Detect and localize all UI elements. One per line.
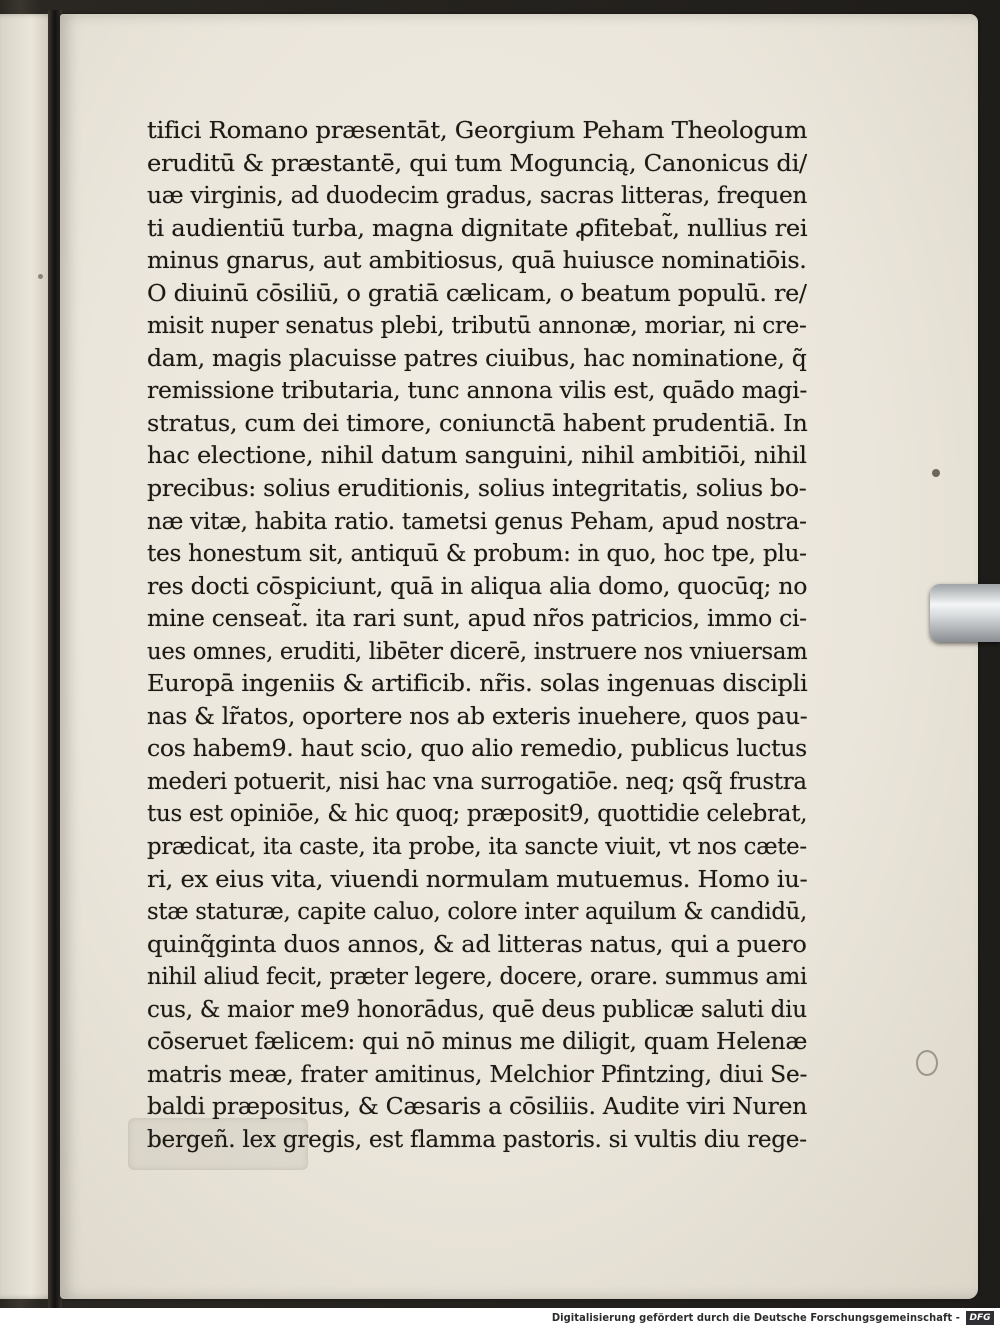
text-line: dam, magis placuisse patres ciuibus, hac nominatione, q̃ — [147, 345, 807, 372]
text-line: quinq̃ginta duos annos, & ad litteras natus, qui a puero — [147, 931, 807, 958]
text-line: ues omnes, eruditi, libēter dicerē, instruere nos vniuersam — [147, 638, 808, 665]
footer-bar — [0, 1308, 1000, 1329]
funding-credit: Digitalisierung gefördert durch die Deutsche Forschungsgemeinschaft - — [551, 1311, 960, 1324]
text-line: nas & lr̃atos, oportere nos ab exteris inuehere, quos pau- — [147, 703, 808, 730]
page-speck — [38, 274, 43, 279]
text-line: nihil aliud fecit, præter legere, docere, orare. summus ami — [147, 964, 807, 991]
text-line: cus, & maior me9 honorādus, quē deus publicæ saluti diu — [147, 996, 807, 1023]
text-line: stratus, cum dei timore, coniunctā habent prudentiā. In — [147, 410, 808, 437]
text-line: uæ virginis, ad duodecim gradus, sacras litteras, frequen — [147, 183, 808, 210]
text-line: remissione tributaria, tunc annona vilis est, quādo magi- — [147, 378, 808, 405]
text-line: tus est opiniōe, & hic quoq; præposit9, quottidie celebrat, — [147, 801, 808, 828]
text-line: eruditū & præstantē, qui tum Moguncią, Canonicus di/ — [147, 150, 807, 177]
text-line: misit nuper senatus plebi, tributū annonæ, moriar, ni cre- — [147, 313, 807, 340]
text-line: minus gnarus, aut ambitiosus, quā huiusce nominatiōis. — [147, 248, 807, 275]
dfg-logo: DFG — [966, 1311, 994, 1325]
text-line: tes honestum sit, antiquū & probum: in quo, hoc tpe, plu- — [147, 541, 807, 568]
page-clip-holder — [930, 584, 1000, 642]
text-line: precibus: solius eruditionis, solius integritatis, solius bo- — [147, 476, 807, 503]
text-line: Europā ingeniis & artificib. nr̃is. solas ingenuas discipli — [147, 671, 808, 698]
text-line: mine censeat̃. ita rari sunt, apud nr̃os patricios, immo ci- — [147, 606, 807, 633]
text-line: baldi præpositus, & Cæsaris a cōsiliis. Audite viri Nuren — [147, 1094, 808, 1121]
text-line: O diuinū cōsiliū, o gratiā cælicam, o beatum populū. re/ — [147, 280, 807, 307]
text-line: næ vitæ, habita ratio. tametsi genus Peham, apud nostra- — [147, 508, 807, 535]
text-line: prædicat, ita caste, ita probe, ita sancte viuit, vt nos cæte- — [147, 834, 807, 861]
text-line: stæ staturæ, capite caluo, colore inter aquilum & candidū, — [147, 899, 807, 926]
text-line: ri, ex eius vita, viuendi normulam mutuemus. Homo iu- — [147, 866, 808, 893]
text-line: ti audientiū turba, magna dignitate ꝓfitebat̃, nullius rei — [147, 215, 808, 242]
printed-text-block — [147, 115, 807, 1157]
text-line: cos habem9. haut scio, quo alio remedio, publicus luctus — [147, 736, 807, 763]
text-line: cōseruet fælicem: qui nō minus me diligit, quam Helenæ — [147, 1029, 808, 1056]
text-line: mederi potuerit, nisi hac vna surrogatiōe. neq; qsq̃ frustra — [147, 768, 807, 795]
text-line: hac electione, nihil datum sanguini, nihil ambitiōi, nihil — [147, 443, 807, 470]
text-line: tifici Romano præsentāt, Georgium Peham Theologum — [147, 118, 808, 144]
text-line: matris meæ, frater amitinus, Melchior Pfintzing, diui Se- — [147, 1061, 808, 1088]
text-line: res docti cōspiciunt, quā in aliqua alia domo, quocūq; no — [147, 573, 808, 600]
page-speck — [932, 469, 940, 477]
page-stain — [916, 1050, 938, 1076]
text-line: bergeñ. lex gregis, est flamma pastoris. si vultis diu rege- — [147, 1126, 807, 1153]
